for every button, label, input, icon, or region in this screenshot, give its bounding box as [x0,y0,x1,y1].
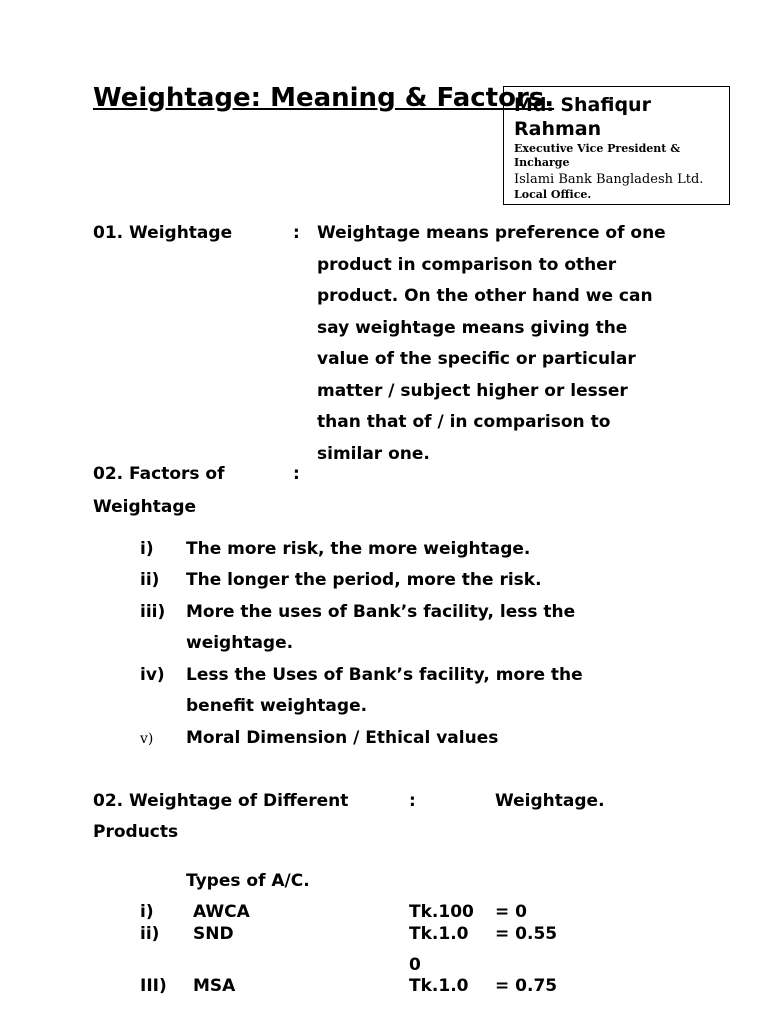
section2-colon: : [293,464,300,484]
row-amount: Tk.1.0 [409,976,469,996]
section1-paragraph: Weightage means preference of one product in comparison to other product. On the other hand we can say weightage means giving the value of the specific or particular matter / subject higher or lesser than that of / in comparison to similar one. [317,223,666,464]
factor-text: The longer the period, more the risk. [186,570,542,590]
section1-label: 01. Weightage [93,223,233,243]
row-amount: Tk.100 [409,902,474,922]
row-num: III) [140,976,167,996]
author-office: Local Office. [514,188,592,201]
factor-text: Less the Uses of Bank’s facility, more the [186,665,583,685]
section3-label-line1: 02. Weightage of Different [93,791,349,811]
section1-colon: : [293,223,300,243]
factor-num: v) [140,731,154,747]
row-value: = 0 [495,902,527,922]
row-value: = 0.75 [495,976,558,996]
author-org: Islami Bank Bangladesh Ltd. [514,172,704,187]
row-name: SND [193,924,234,944]
author-role: Executive Vice President & Incharge [514,142,681,169]
row-name: MSA [193,976,236,996]
row-amount: Tk.1.0 [409,924,469,944]
factor-text: The more risk, the more weightage. [186,539,531,559]
factor-num: iv) [140,665,165,685]
row-num: ii) [140,924,160,944]
row-amount-cont: 0 [409,955,421,975]
row-num: i) [140,902,154,922]
types-label: Types of A/C. [186,871,310,891]
author-name: Md. Shafiqur Rahman [514,94,651,140]
section3-right-label: Weightage. [495,791,605,811]
page-title: Weightage: Meaning & Factors. [93,83,555,113]
factor-num: i) [140,539,154,559]
section2-label-line2: Weightage [93,497,197,517]
factor-text: Moral Dimension / Ethical values [186,728,499,748]
factor-text-cont: benefit weightage. [186,696,368,716]
row-name: AWCA [193,902,250,922]
section3-colon: : [409,791,416,811]
section2-label-line1: 02. Factors of [93,464,225,484]
factor-num: ii) [140,570,160,590]
section3-label-line2: Products [93,822,179,842]
row-value: = 0.55 [495,924,558,944]
factor-text-cont: weightage. [186,633,294,653]
factor-text: More the uses of Bank’s facility, less the [186,602,576,622]
factor-num: iii) [140,602,166,622]
